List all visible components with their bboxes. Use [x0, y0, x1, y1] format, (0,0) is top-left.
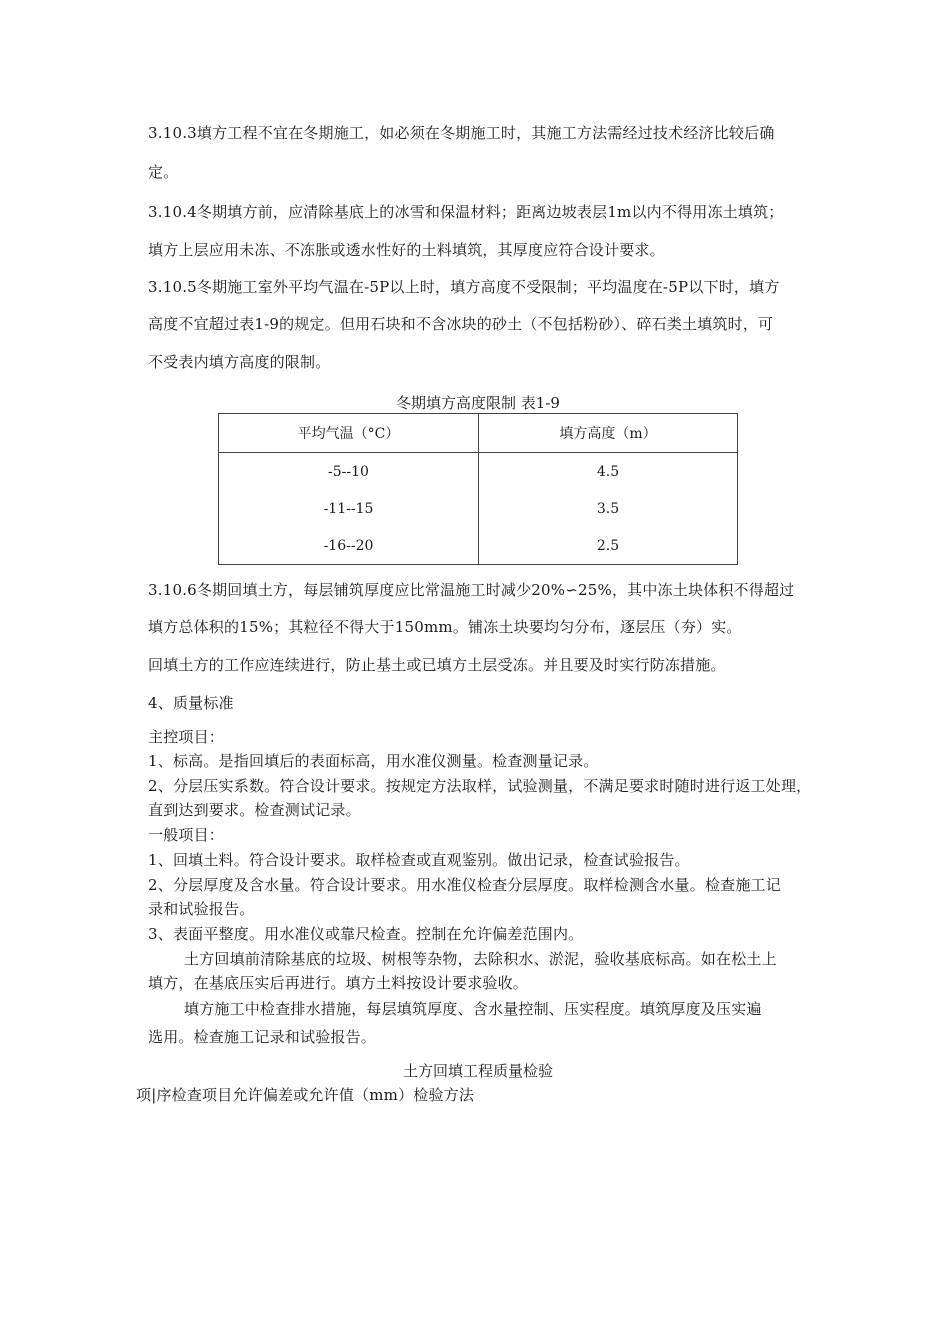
paragraph-3-10-5-line-1: 3.10.5冬期施工室外平均气温在-5P以上时，填方高度不受限制；平均温度在-5P以下时，填方 — [148, 278, 780, 296]
inspection-table-header: 项|序检查项目允许偏差或允许值（mm）检验方法 — [136, 1086, 475, 1104]
table-cell-height: 4.5 — [479, 453, 738, 491]
paragraph-continuous-work: 回填土方的工作应连续进行，防止基土或已填方土层受冻。并且要及时实行防冻措施。 — [148, 656, 726, 674]
main-items-heading: 主控项目： — [148, 728, 225, 746]
general-item-2-line-1: 2、分层厚度及含水量。符合设计要求。用水准仪检查分层厚度。取样检测含水量。检查施工记 — [148, 876, 781, 894]
paragraph-3-10-3-line-2: 定。 — [148, 163, 179, 181]
note-2-line-1: 填方施工中检查排水措施，每层填筑厚度、含水量控制、压实程度。填筑厚度及压实遍 — [184, 1000, 762, 1018]
column-header-fill-height: 填方高度（m） — [479, 414, 738, 453]
table-row — [219, 453, 738, 491]
column-header-temperature: 平均气温（°C） — [219, 414, 479, 453]
paragraph-3-10-6-line-2: 填方总体积的15%；其粒径不得大于150mm。铺冻土块要均匀分布，逐层压（夯）实。 — [148, 618, 742, 636]
general-items-heading: 一般项目： — [148, 826, 225, 844]
table-cell-height: 2.5 — [479, 527, 738, 565]
main-item-1: 1、标高。是指回填后的表面标高，用水准仪测量。检查测量记录。 — [148, 752, 599, 770]
note-1-line-1: 土方回填前清除基底的垃圾、树根等杂物，去除积水、淤泥，验收基底标高。如在松土上 — [184, 950, 777, 968]
general-item-2-line-2: 录和试验报告。 — [148, 900, 255, 918]
main-item-2-line-1: 2、分层压实系数。符合设计要求。按规定方法取样，试验测量，不满足要求时随时进行返工处理， — [148, 777, 812, 795]
general-item-3: 3、表面平整度。用水准仪或靠尺检查。控制在允许偏差范围内。 — [148, 925, 584, 943]
paragraph-3-10-6-line-1: 3.10.6冬期回填土方，每层铺筑厚度应比常温施工时减少20%∽25%，其中冻土块体积不得超过 — [148, 581, 795, 599]
table-header-row — [219, 414, 738, 453]
paragraph-3-10-4-line-2: 填方上层应用未冻、不冻胀或透水性好的土料填筑，其厚度应符合设计要求。 — [148, 241, 665, 259]
section-heading-quality-standard: 4、质量标准 — [148, 694, 234, 712]
note-2-line-2: 选用。检查施工记录和试验报告。 — [148, 1028, 377, 1046]
table-cell-temperature: -16--20 — [219, 527, 479, 565]
winter-fill-height-table — [218, 413, 738, 565]
paragraph-3-10-5-line-3: 不受表内填方高度的限制。 — [148, 353, 331, 371]
table-row — [219, 490, 738, 527]
paragraph-3-10-4-line-1: 3.10.4冬期填方前，应清除基底上的冰雪和保温材料；距离边坡表层1m以内不得用冻土填筑； — [148, 203, 784, 221]
table-row — [219, 527, 738, 565]
table-cell-temperature: -5--10 — [219, 453, 479, 491]
paragraph-3-10-3-line-1: 3.10.3填方工程不宜在冬期施工，如必须在冬期施工时，其施工方法需经过技术经济比较后确 — [148, 124, 775, 142]
general-item-1: 1、回填土料。符合设计要求。取样检查或直观鉴别。做出记录，检查试验报告。 — [148, 851, 690, 869]
inspection-table-title: 土方回填工程质量检验 — [402, 1062, 553, 1080]
paragraph-3-10-5-line-2: 高度不宜超过表1-9的规定。但用石块和不含冰块的砂土（不包括粉砂）、碎石类土填筑时，可 — [148, 315, 774, 333]
table-cell-height: 3.5 — [479, 490, 738, 527]
table-cell-temperature: -11--15 — [219, 490, 479, 527]
note-1-line-2: 填方，在基底压实后再进行。填方土料按设计要求验收。 — [148, 974, 529, 992]
main-item-2-line-2: 直到达到要求。检查测试记录。 — [148, 801, 361, 819]
table-caption: 冬期填方高度限制 表1-9 — [396, 394, 560, 412]
